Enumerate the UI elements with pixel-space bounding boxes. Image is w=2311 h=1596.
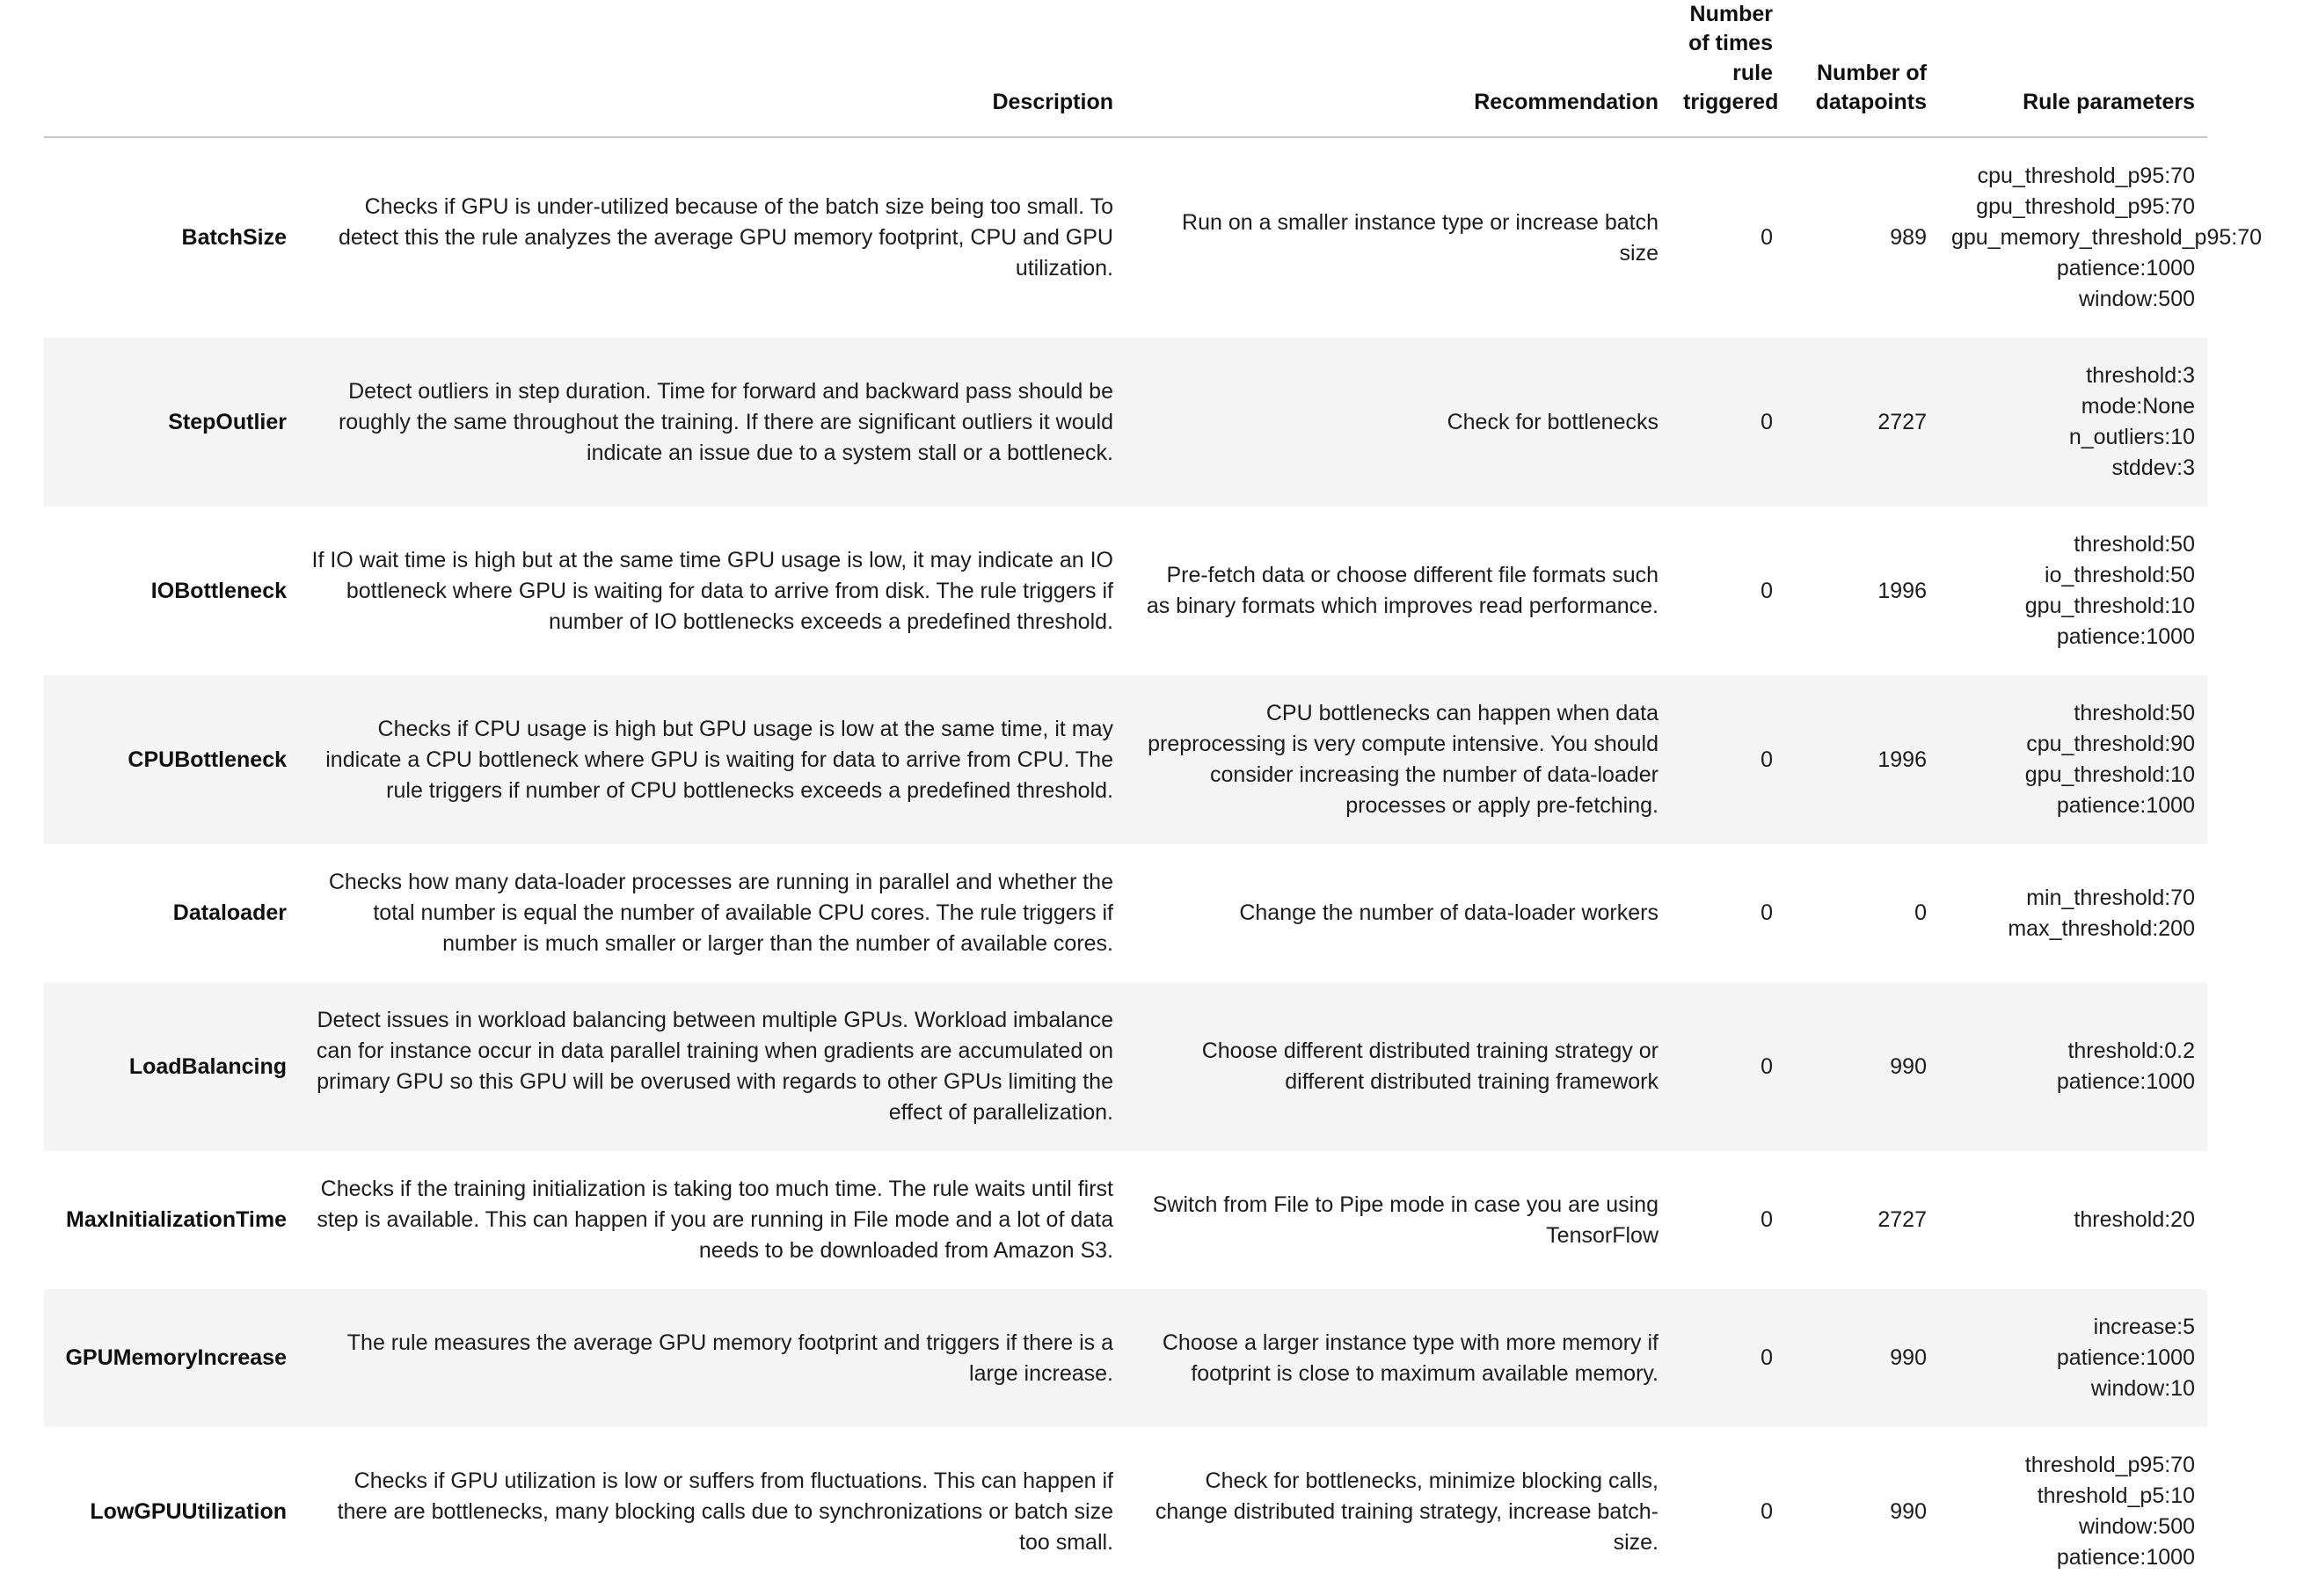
row-rule-name: Dataloader [44,844,299,982]
header-row [44,0,2207,137]
row-rule-name: GPUMemoryIncrease [44,1289,299,1427]
cell-rule-parameters [1939,982,2207,1151]
rule-parameter: threshold_p95:70 [2024,1453,2195,1477]
rule-parameter: max_threshold:200 [2008,915,2195,941]
cell-datapoints: 0 [1785,844,1939,982]
rule-parameter: threshold:50 [2074,701,2195,725]
cell-rule-parameters [1939,338,2207,506]
cell-times-triggered: 0 [1671,338,1785,506]
cell-rule-parameters [1939,1427,2207,1596]
cell-recommendation: Change the number of data-loader workers [1126,844,1671,982]
column-header-recommendation: Recommendation [1126,0,1671,137]
cell-description: Checks if CPU usage is high but GPU usage is low at the same time, it may indicate a CPU bottleneck where GPU is waiting for data to arrive from CPU. The rule triggers if number of CPU bottlenecks exceeds a predefined threshold. [299,675,1126,844]
cell-description: The rule measures the average GPU memory footprint and triggers if there is a large increase. [299,1289,1126,1427]
rule-parameter: threshold_p5:10 [2037,1483,2195,1508]
rule-parameter: cpu_threshold_p95:70 [1977,164,2195,188]
cell-times-triggered: 0 [1671,1289,1785,1427]
cell-recommendation: Check for bottlenecks [1126,338,1671,506]
table-row [44,506,2207,675]
row-rule-name: BatchSize [44,137,299,338]
rule-parameter: cpu_threshold:90 [2026,732,2195,756]
rule-parameter: window:500 [2078,287,2195,311]
rule-parameter: patience:1000 [2056,793,2195,818]
table-row [44,338,2207,506]
cell-datapoints: 990 [1785,982,1939,1151]
row-rule-name: LowGPUUtilization [44,1427,299,1596]
cell-datapoints: 1996 [1785,675,1939,844]
cell-datapoints: 2727 [1785,1151,1939,1289]
table-row [44,982,2207,1151]
profiler-rules-table [44,0,2263,1596]
table-row [44,844,2207,982]
column-header-times-triggered: Number of times rule triggered [1671,0,1785,137]
rule-parameter: gpu_threshold:10 [2024,762,2195,787]
cell-description: Detect outliers in step duration. Time for forward and backward pass should be roughly the same throughout the training. If there are significant outliers it would indicate an issue due to a system stall or a bottleneck. [299,338,1126,506]
table-row [44,137,2207,338]
cell-datapoints: 989 [1785,137,1939,338]
rule-parameter: min_threshold:70 [2026,885,2195,910]
cell-datapoints: 990 [1785,1427,1939,1596]
cell-recommendation: Choose different distributed training strategy or different distributed training framework [1126,982,1671,1151]
cell-description: Checks if GPU utilization is low or suffers from fluctuations. This can happen if there are bottlenecks, many blocking calls due to synchronizations or batch size too small. [299,1427,1126,1596]
cell-rule-parameters [1939,1151,2207,1289]
table-row [44,675,2207,844]
cell-times-triggered: 0 [1671,675,1785,844]
column-header-datapoints: Number of datapoints [1785,0,1939,137]
cell-times-triggered: 0 [1671,844,1785,982]
cell-rule-parameters [1939,1289,2207,1427]
table-body [44,137,2263,1596]
cell-description: Checks how many data-loader processes are running in parallel and whether the total number is equal the number of available CPU cores. The rule triggers if number is much smaller or larger than the number of available cores. [299,844,1126,982]
rule-parameter: threshold:50 [2074,532,2195,557]
column-header-description: Description [299,0,1126,137]
cell-times-triggered: 0 [1671,982,1785,1151]
cell-description: If IO wait time is high but at the same time GPU usage is low, it may indicate an IO bottleneck where GPU is waiting for data to arrive from disk. The rule triggers if number of IO bottlenecks exceeds a predefined threshold. [299,506,1126,675]
cell-recommendation: Run on a smaller instance type or increase batch size [1126,137,1671,338]
table-row [44,1289,2207,1427]
rule-parameter: patience:1000 [2056,1545,2195,1570]
table-header [44,0,2207,137]
row-rule-name: MaxInitializationTime [44,1151,299,1289]
cell-description: Checks if GPU is under-utilized because of the batch size being too small. To detect this the rule analyzes the average GPU memory footprint, CPU and GPU utilization. [299,137,1126,338]
cell-times-triggered: 0 [1671,506,1785,675]
rule-parameter: n_outliers:10 [2068,425,2195,449]
rule-parameter: increase:5 [2093,1315,2195,1339]
rule-parameter: threshold:3 [2086,363,2195,388]
cell-times-triggered: 0 [1671,1151,1785,1289]
rule-parameter: mode:None [2081,394,2195,419]
row-rule-name: StepOutlier [44,338,299,506]
rule-parameter: threshold:20 [2074,1207,2195,1232]
cell-rule-parameters [1939,844,2207,982]
cell-recommendation: Switch from File to Pipe mode in case you are using TensorFlow [1126,1151,1671,1289]
rule-parameter: gpu_threshold_p95:70 [1976,194,2195,219]
rule-parameter: gpu_memory_threshold_p95:70 [1951,225,2263,250]
row-rule-name: IOBottleneck [44,506,299,675]
column-header-rule-parameters: Rule parameters [1939,0,2207,137]
cell-recommendation: CPU bottlenecks can happen when data preprocessing is very compute intensive. You should consider increasing the number of data-loader processes or apply pre-fetching. [1126,675,1671,844]
rule-parameter: io_threshold:50 [2045,563,2195,587]
cell-recommendation: Choose a larger instance type with more memory if footprint is close to maximum available memory. [1126,1289,1671,1427]
cell-datapoints: 2727 [1785,338,1939,506]
table-row [44,1151,2207,1289]
cell-description: Checks if the training initialization is taking too much time. The rule waits until first step is available. This can happen if you are running in File mode and a lot of data needs to be downloaded from Amazon S3. [299,1151,1126,1289]
row-rule-name: LoadBalancing [44,982,299,1151]
rule-parameter: gpu_threshold:10 [2024,594,2195,618]
column-header-index [44,0,299,137]
cell-rule-parameters [1939,506,2207,675]
cell-times-triggered: 0 [1671,1427,1785,1596]
rule-parameter: patience:1000 [2056,1345,2195,1370]
cell-rule-parameters [1939,675,2207,844]
rule-parameter: stddev:3 [2111,455,2195,480]
cell-recommendation: Check for bottlenecks, minimize blocking calls, change distributed training strategy, increase batch-size. [1126,1427,1671,1596]
cell-description: Detect issues in workload balancing between multiple GPUs. Workload imbalance can for instance occur in data parallel training when gradients are accumulated on primary GPU so this GPU will be overused with regards to other GPUs limiting the effect of parallelization. [299,982,1126,1151]
rule-parameter: threshold:0.2 [2067,1038,2195,1063]
rule-parameter: window:10 [2090,1376,2195,1401]
rule-parameter: patience:1000 [2056,624,2195,649]
cell-times-triggered: 0 [1671,137,1785,338]
rule-parameter: window:500 [2078,1514,2195,1539]
cell-recommendation: Pre-fetch data or choose different file formats such as binary formats which improves read performance. [1126,506,1671,675]
rule-parameter: patience:1000 [2056,1069,2195,1094]
cell-rule-parameters [1939,137,2263,338]
cell-datapoints: 1996 [1785,506,1939,675]
cell-datapoints: 990 [1785,1289,1939,1427]
row-rule-name: CPUBottleneck [44,675,299,844]
rule-parameter: patience:1000 [2056,256,2195,281]
table-row [44,1427,2207,1596]
